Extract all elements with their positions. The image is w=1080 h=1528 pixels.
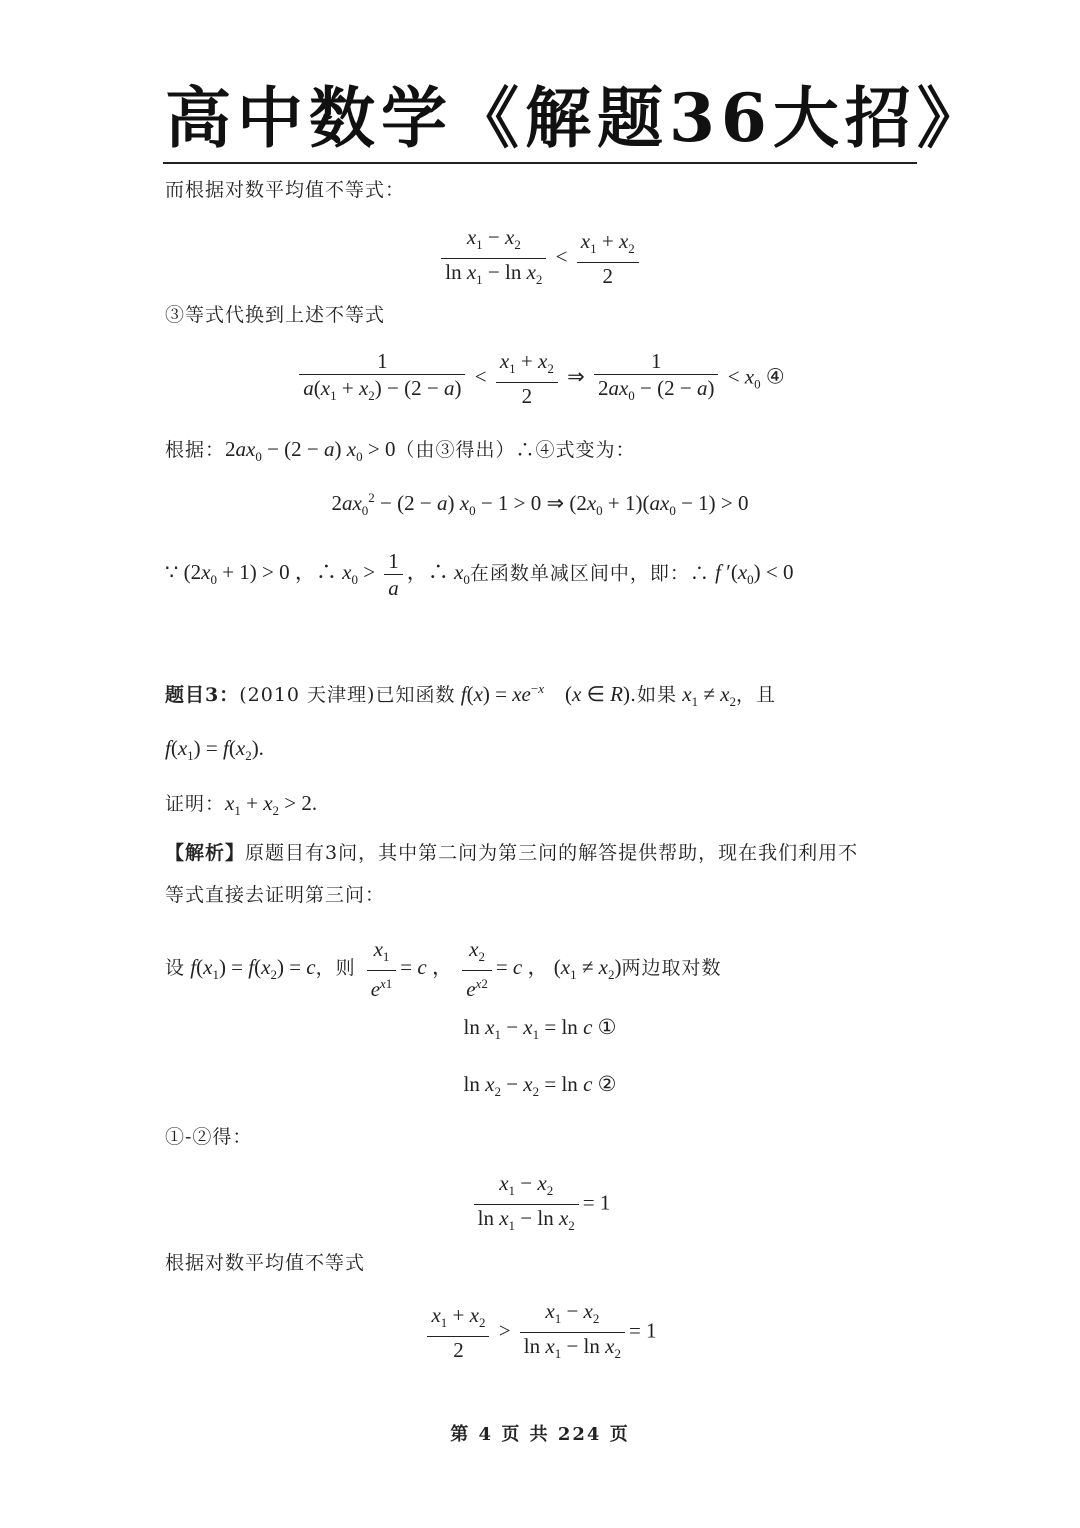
- page-title: 高中数学《解题36大招》: [165, 79, 989, 157]
- paragraph-log-mean: 而根据对数平均值不等式：: [165, 179, 406, 201]
- formula-log-eq-2: $\ln x_2 - x_2 = \ln c$ ②: [463, 1072, 617, 1100]
- analysis-paragraph: 【解析】原题目有3问，其中第二问为第三问的解答提供帮助，现在我们利用不: [165, 842, 859, 864]
- formula-log-mean-inequality: $\frac{x_1 - x_2}{\ln x_1 - \ln x_2}$ < $\frac{x_1 + x_2}{2}$: [0, 224, 1080, 293]
- problem-prove: 证明：$x_1 + x_2 > 2$.: [165, 791, 318, 819]
- analysis-label: 【解析】: [165, 842, 246, 864]
- paragraph-substitute: ③等式代换到上述不等式: [165, 304, 386, 326]
- problem-condition: $f(x_1) = f(x_2)$.: [165, 736, 264, 764]
- formula-ratio-equals-one: $\frac{x_1 - x_2}{\ln x_1 - \ln x_2}$ = 1: [0, 1170, 1080, 1239]
- step-label: ①-②得：: [165, 1126, 253, 1148]
- setup-paragraph: 设 $f(x_1) = f(x_2) = c$，则 $\frac{x_1}{e^{x1}}$ = c ， $\frac{x_2}{e^{x2}}$ = c ， $(x_1 \ne x_2)$两边取对数: [165, 937, 722, 1002]
- formula-log-eq-1: $\ln x_1 - x_1 = \ln c$ ①: [463, 1015, 617, 1043]
- analysis-paragraph-cont: 等式直接去证明第三问：: [165, 884, 386, 906]
- formula-final-inequality: $\frac{x_1 + x_2}{2}$ > $\frac{x_1 - x_2}{\ln x_1 - \ln x_2}$ = 1: [0, 1298, 1080, 1367]
- formula-quadratic: $2ax_0^2 - (2 - a) x_0 - 1 > 0$ ⇒ $(2x_0 + 1)(ax_0 - 1) > 0$: [331, 490, 749, 519]
- problem-statement: 题目3：(2010 天津理)已知函数 $f(x) = xe^{-x}$ (x ∈ R).如果 $x_1 \ne x_2$，且: [165, 681, 776, 710]
- problem-label: 题目3：: [165, 684, 240, 706]
- formula-substitution: $\frac{1}{a(x_1 + x_2) - (2 - a)}$ < $\frac{x_1 + x_2}{2}$ ⇒ $\frac{1}{2ax_0 - (2 - a)}$ < $x_0$ ④: [0, 348, 1080, 409]
- paragraph-basis: 根据：$2ax_0 - (2 - a) x_0 > 0$（由③得出）∴④式变为：: [165, 437, 636, 465]
- page-number: 第 4 页 共 224 页: [450, 1424, 630, 1445]
- paragraph-log-mean-2: 根据对数平均值不等式: [165, 1252, 366, 1274]
- title-rule: [163, 162, 917, 164]
- paragraph-conclusion: ∵ $(2x_0 + 1) > 0$ ，∴ $x_0$ > $\frac{1}{a}$ ，∴ $x_0$在函数单减区间中，即：∴ f $'(x_0) < 0$: [165, 549, 794, 600]
